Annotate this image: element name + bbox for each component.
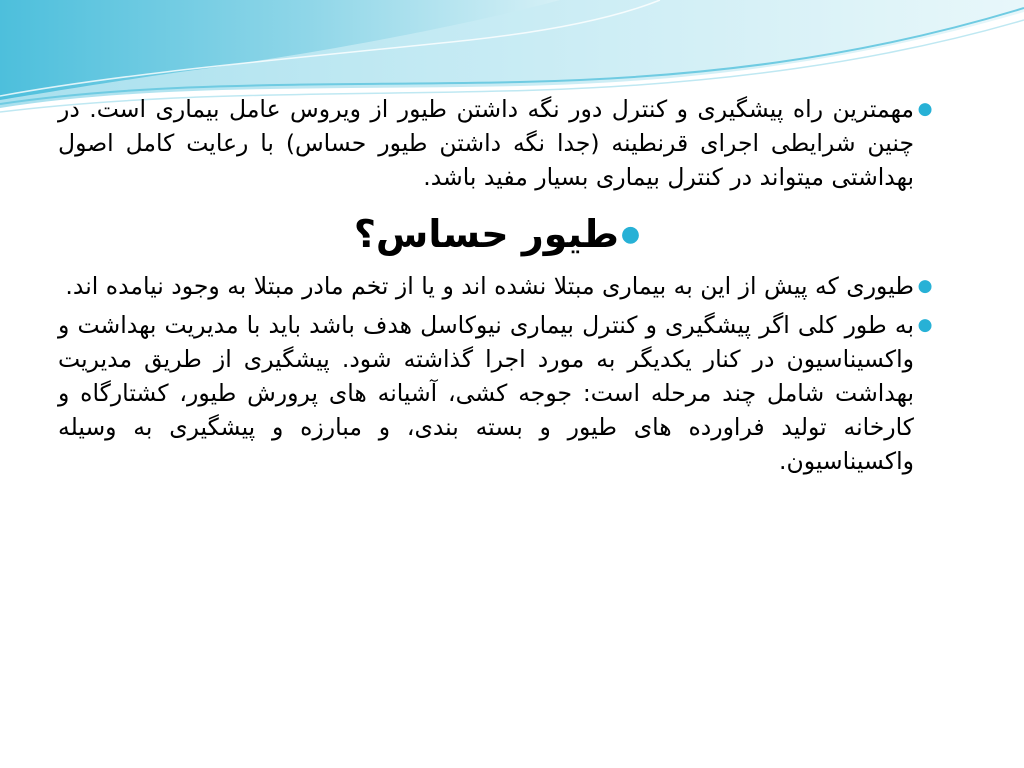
slide-content [58,92,936,483]
bullet-paragraph-1 [58,92,936,194]
bullet-icon: ● [917,99,933,119]
paragraph-text: به طور کلی اگر پیشگیری و کنترل بیماری نیوکاسل هدف باشد باید با مدیریت بهداشت و واکسیناسیون در کنار یکدیگر به مورد اجرا گذاشته شود. پیشگیری از طریق مدیریت بهداشت شامل چند مرحله است: جوجه کشی، آشیانه های پرورش طیور، کشتارگاه و کارخانه تولید فراورده های طیور و بسته بندی، و مبارزه و پیشگیری به وسیله واکسیناسیون. [58,311,914,475]
heading-text: طیور حساس؟ [353,212,619,256]
bullet-paragraph-3 [58,308,936,478]
bullet-paragraph-2 [58,269,936,303]
bullet-icon: ● [917,276,933,296]
paragraph-text: طیوری که پیش از این به بیماری مبتلا نشده اند و یا از تخم مادر مبتلا به وجود نیامده اند. [65,272,914,300]
section-heading [58,199,936,269]
paragraph-text: مهمترین راه پیشگیری و کنترل دور نگه داشتن طیور از ویروس عامل بیماری است. در چنین شرایطی اجرای قرنطینه (جدا نگه داشتن طیور حساس) با رعایت کامل اصول بهداشتی میتواند در کنترل بیماری بسیار مفید باشد. [58,95,914,191]
bullet-icon: ● [917,315,933,335]
bullet-icon: ● [620,221,641,247]
